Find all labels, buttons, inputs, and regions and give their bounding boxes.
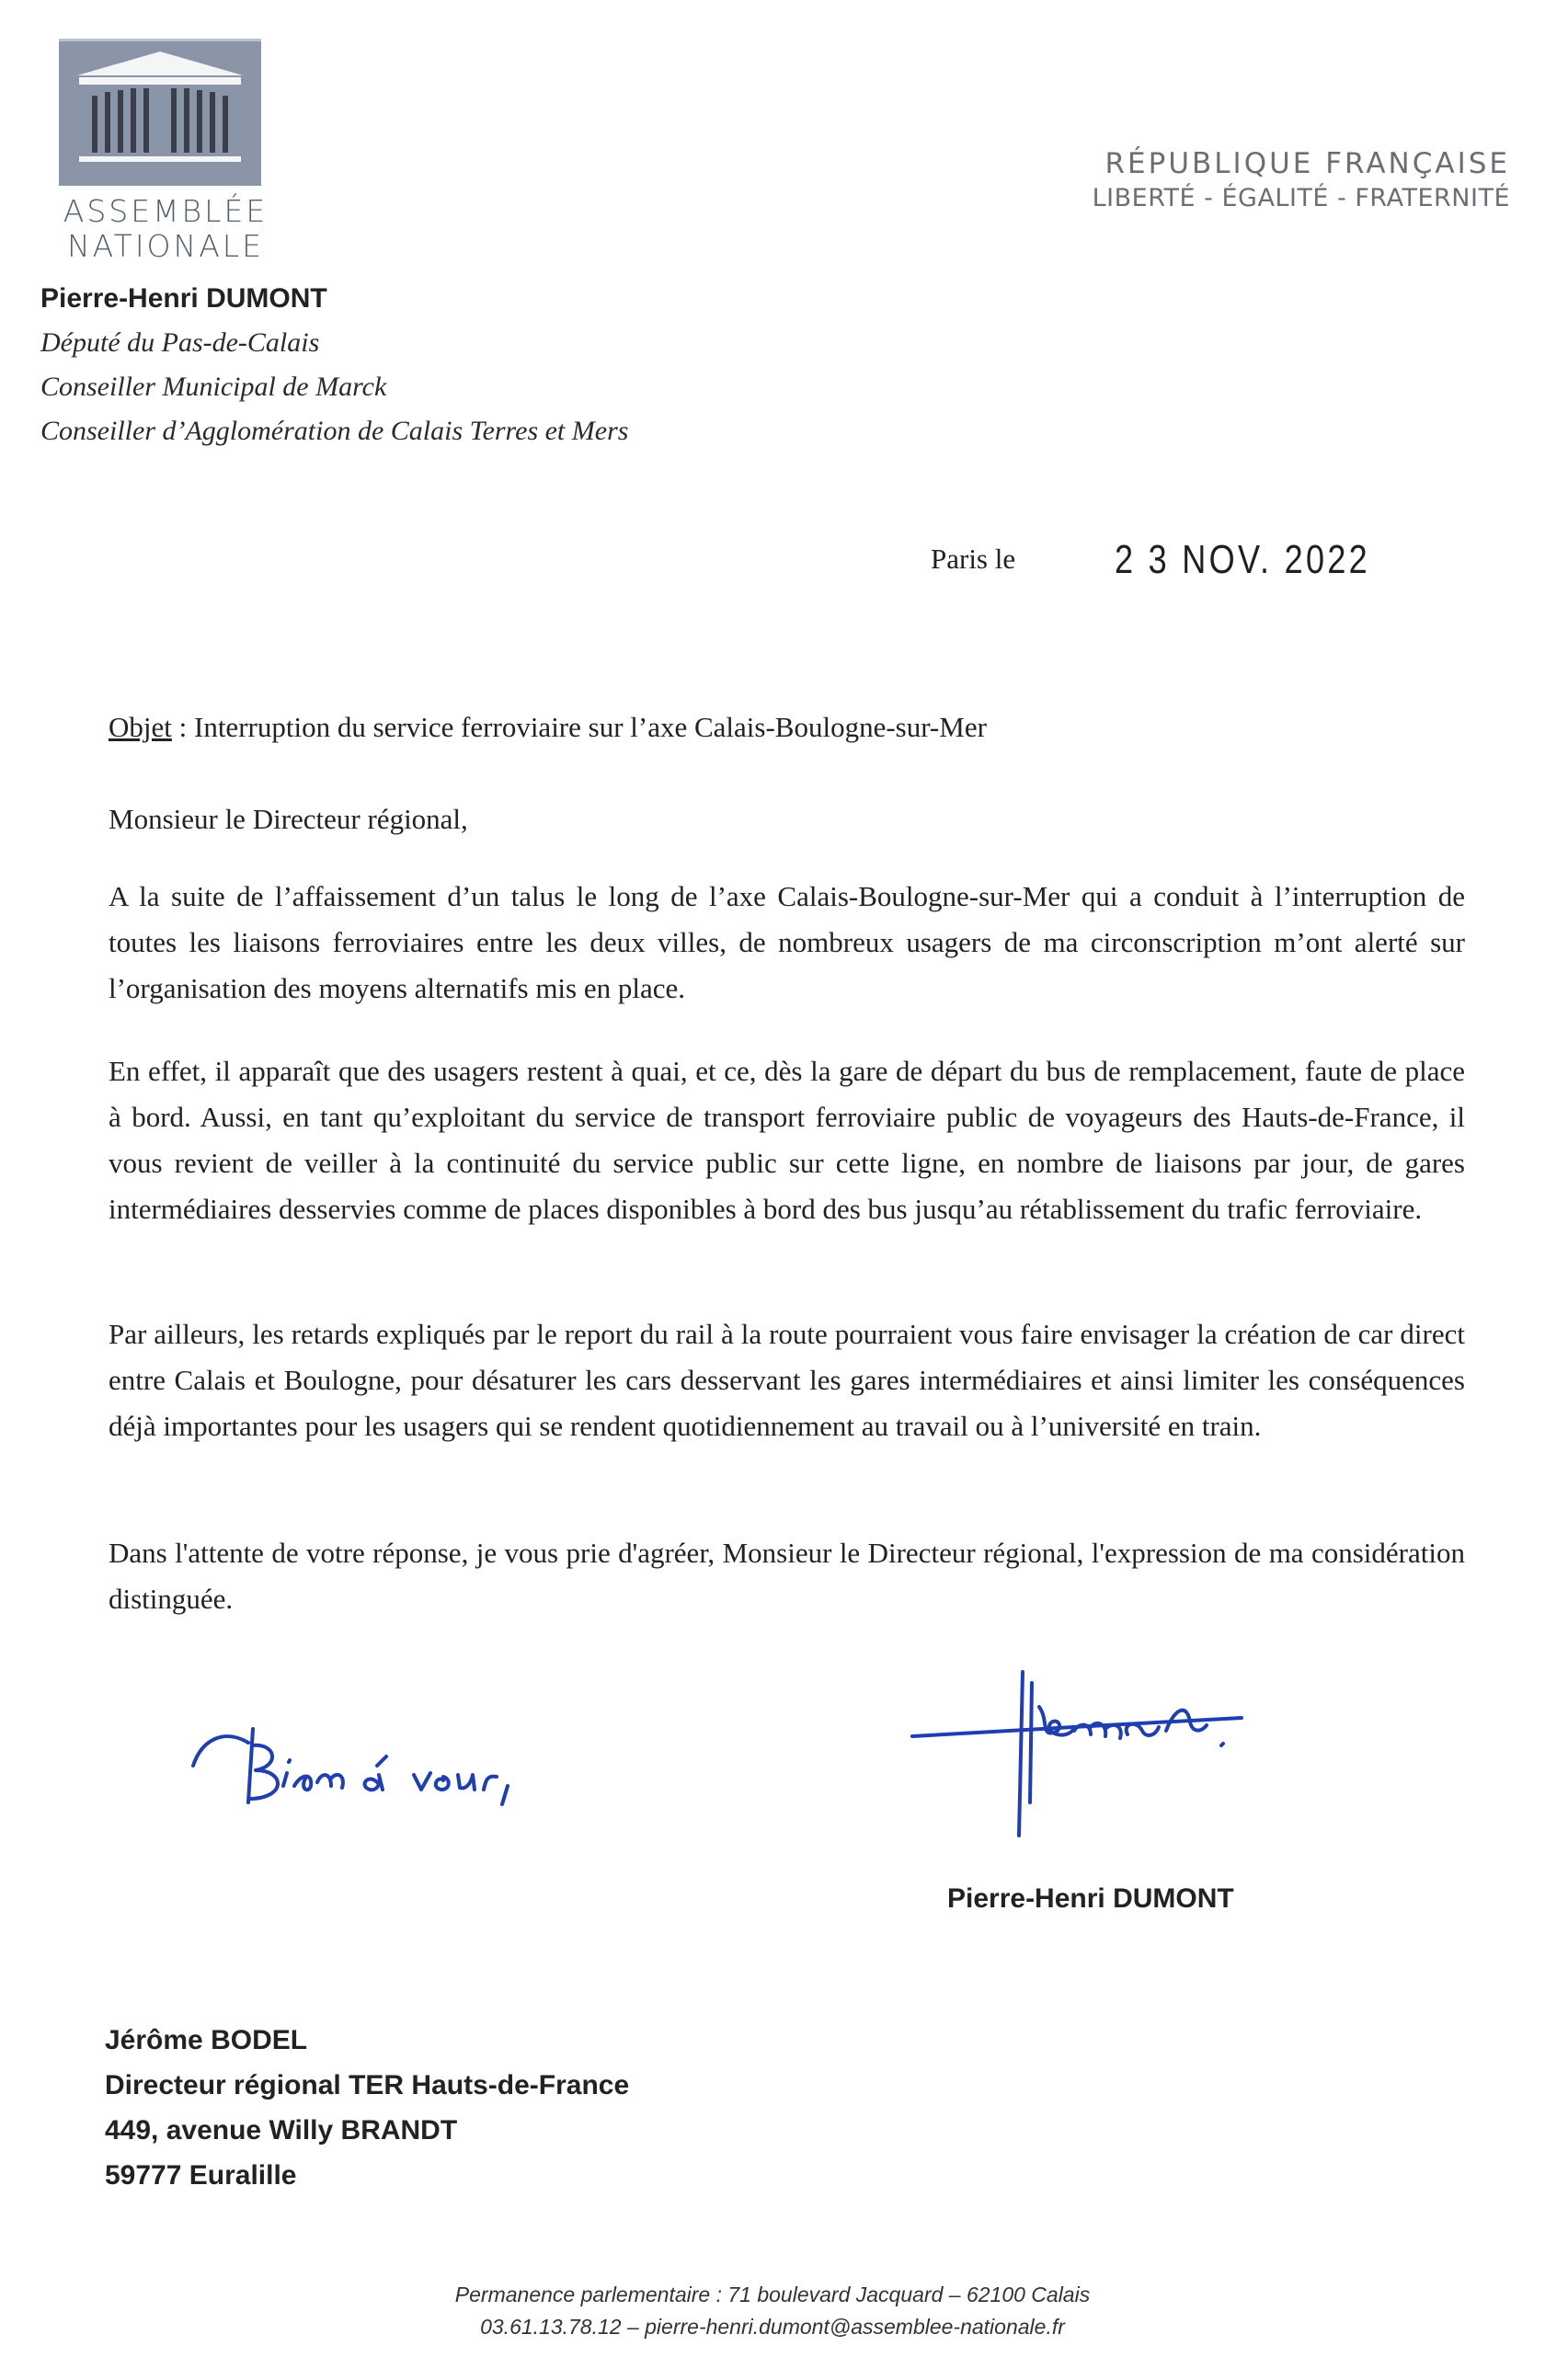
footer: [0, 2279, 1545, 2343]
recipient-city: 59777 Euralille: [105, 2160, 297, 2191]
sender-role: Conseiller Municipal de Marck: [40, 372, 387, 402]
recipient-address: [105, 2018, 629, 2198]
body-paragraph: A la suite de l’affaissement d’un talus le long de l’axe Calais-Boulogne-sur-Mer qui a conduit à l’interruption de toutes les liaisons ferroviaires entre les deux villes, de nombreux usagers de ma circonscription m’ont alerté sur l’organisation des moyens alternatifs mis en place.: [109, 880, 1465, 1004]
subject-label: Objet: [109, 711, 172, 743]
subject-line: [109, 704, 1465, 750]
subject-separator: :: [171, 711, 194, 743]
republic-motto: LIBERTÉ - ÉGALITÉ - FRATERNITÉ: [1092, 184, 1510, 212]
date-stamp: 2 3 NOV. 2022: [1115, 537, 1371, 582]
signature: [910, 1665, 1251, 1839]
handwritten-note: [184, 1701, 570, 1821]
subject-text: Interruption du service ferroviaire sur l’axe Calais-Boulogne-sur-Mer: [194, 711, 987, 743]
logo-text-line2: NATIONALE: [66, 228, 265, 264]
body-paragraph: En effet, il apparaît que des usagers restent à quai, et ce, dès la gare de départ du bus de remplacement, faute de place à bord. Aussi, en tant qu’exploitant du service de transport ferroviaire public de voyageurs des Hauts-de-France, il vous revient de veiller à la continuité du service public sur cette ligne, en nombre de liaisons par jour, de gares intermédiaires desservies comme de places disponibles à bord des bus jusqu’au rétablissement du trafic ferroviaire.: [109, 1055, 1465, 1225]
body-paragraph: Dans l'attente de votre réponse, je vous prie d'agréer, Monsieur le Directeur régional, l'expression de ma considération distinguée.: [109, 1537, 1465, 1615]
republique-francaise-title: RÉPUBLIQUE FRANÇAISE: [1104, 147, 1510, 180]
footer-address: Permanence parlementaire : 71 boulevard Jacquard – 62100 Calais: [454, 2283, 1091, 2306]
recipient-title: Directeur régional TER Hauts-de-France: [105, 2070, 630, 2100]
body-paragraph: Par ailleurs, les retards expliqués par le report du rail à la route pourraient vous faire envisager la création de car direct entre Calais et Boulogne, pour désaturer les cars desservant les gares intermédiaires et ainsi limiter les conséquences déjà importantes pour les usagers qui se rendent quotidiennement au travail ou à l’université en train.: [109, 1318, 1465, 1442]
date-label: Paris le: [931, 543, 1016, 575]
signer-name: Pierre-Henri DUMONT: [947, 1883, 1234, 1914]
logo-text-line1: ASSEMBLÉE: [63, 193, 269, 229]
sender-block: [40, 283, 628, 447]
sender-role: Député du Pas-de-Calais: [40, 327, 320, 358]
salutation: Monsieur le Directeur régional,: [109, 803, 468, 835]
assemblee-nationale-crest-icon: [59, 39, 261, 186]
recipient-street: 449, avenue Willy BRANDT: [105, 2115, 458, 2145]
recipient-name: Jérôme BODEL: [105, 2025, 308, 2055]
sender-name: Pierre-Henri DUMONT: [40, 283, 327, 314]
sender-role: Conseiller d’Agglomération de Calais Terres et Mers: [40, 416, 629, 446]
footer-contact: 03.61.13.78.12 – pierre-henri.dumont@assemblee-nationale.fr: [480, 2315, 1065, 2339]
republique-francaise-header: [1093, 147, 1510, 212]
